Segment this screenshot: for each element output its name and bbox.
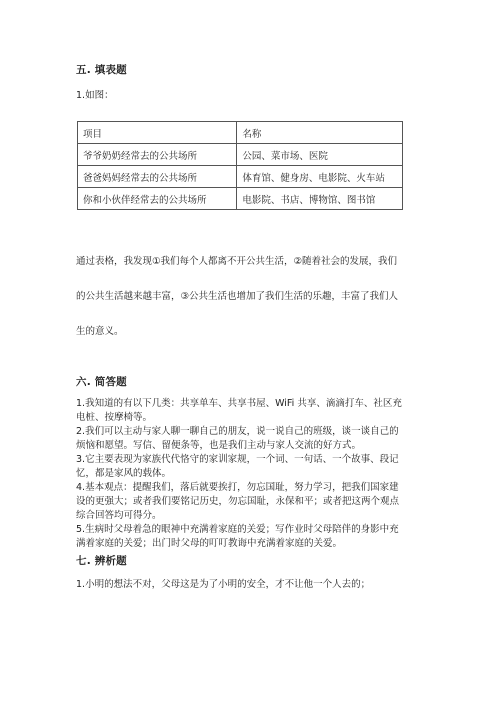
table-row (78, 144, 403, 166)
answer-line: 电桩、按摩椅等。 (76, 412, 153, 423)
table-cell: 爷爷奶奶经常去的公共场所 (78, 144, 237, 166)
answer-line: 3.它主要表现为家族代代恪守的家训家规，一个词、一句话、一个故事、段记 (76, 454, 399, 465)
answer-line: 5.生病时父母着急的眼神中充满着家庭的关爱；写作业时父母陪伴的身影中充 (76, 524, 399, 535)
table-cell: 爸爸妈妈经常去的公共场所 (78, 166, 237, 188)
section-5-title: 五. 填表题 (76, 64, 127, 76)
section-6-title: 六. 简答题 (76, 376, 127, 388)
answer-line: 通过表格，我发现①我们每个人都离不开公共生活，②随着社会的发展，我们 (76, 256, 398, 267)
table-cell: 你和小伙伴经常去的公共场所 (78, 188, 237, 210)
table-cell: 体育馆、健身房、电影院、火车站 (237, 166, 403, 188)
table-header-row (78, 122, 403, 144)
answer-line: 1.我知道的有以下几类：共享单车、共享书屋、WiFi 共享、滴滴打车、社区充 (76, 398, 402, 409)
public-places-table (77, 121, 403, 210)
answer-line: 的公共生活越来越丰富，③公共生活也增加了我们生活的乐趣，丰富了我们人 (76, 291, 399, 302)
answer-line: 忆，都是家风的载体。 (76, 468, 172, 479)
table-header-cell: 名称 (237, 122, 403, 144)
answer-line: 烦恼和愿望。写信、留便条等，也是我们主动与家人交流的好方式。 (76, 440, 362, 451)
answer-line: 2.我们可以主动与家人聊一聊自己的朋友，说一说自己的班级，谈一谈自己的 (76, 426, 399, 437)
table-row (78, 166, 403, 188)
question-1-label: 1.如图： (76, 90, 114, 101)
table-cell: 公园、菜市场、医院 (237, 144, 403, 166)
answer-line: 综合回答均可得分。 (76, 510, 162, 521)
answer-line: 4.基本观点：提醒我们，落后就要挨打，勿忘国耻，努力学习，把我们国家建 (76, 482, 399, 493)
table-cell: 电影院、书店、博物馆、图书馆 (237, 188, 403, 210)
table-header-cell: 项目 (78, 122, 237, 144)
answer-line: 设的更强大；或者我们要铭记历史，勿忘国耻，永保和平；或者把这两个观点 (76, 496, 400, 507)
answer-line: 生的意义。 (76, 326, 124, 337)
table-row (78, 188, 403, 210)
answer-line: 1.小明的想法不对，父母这是为了小明的安全，才不让他一个人去的； (76, 579, 371, 590)
answer-line: 满着家庭的关爱；出门时父母的叮叮教诲中充满着家庭的关爱。 (76, 538, 343, 549)
section-7-title: 七. 辨析题 (76, 555, 127, 567)
